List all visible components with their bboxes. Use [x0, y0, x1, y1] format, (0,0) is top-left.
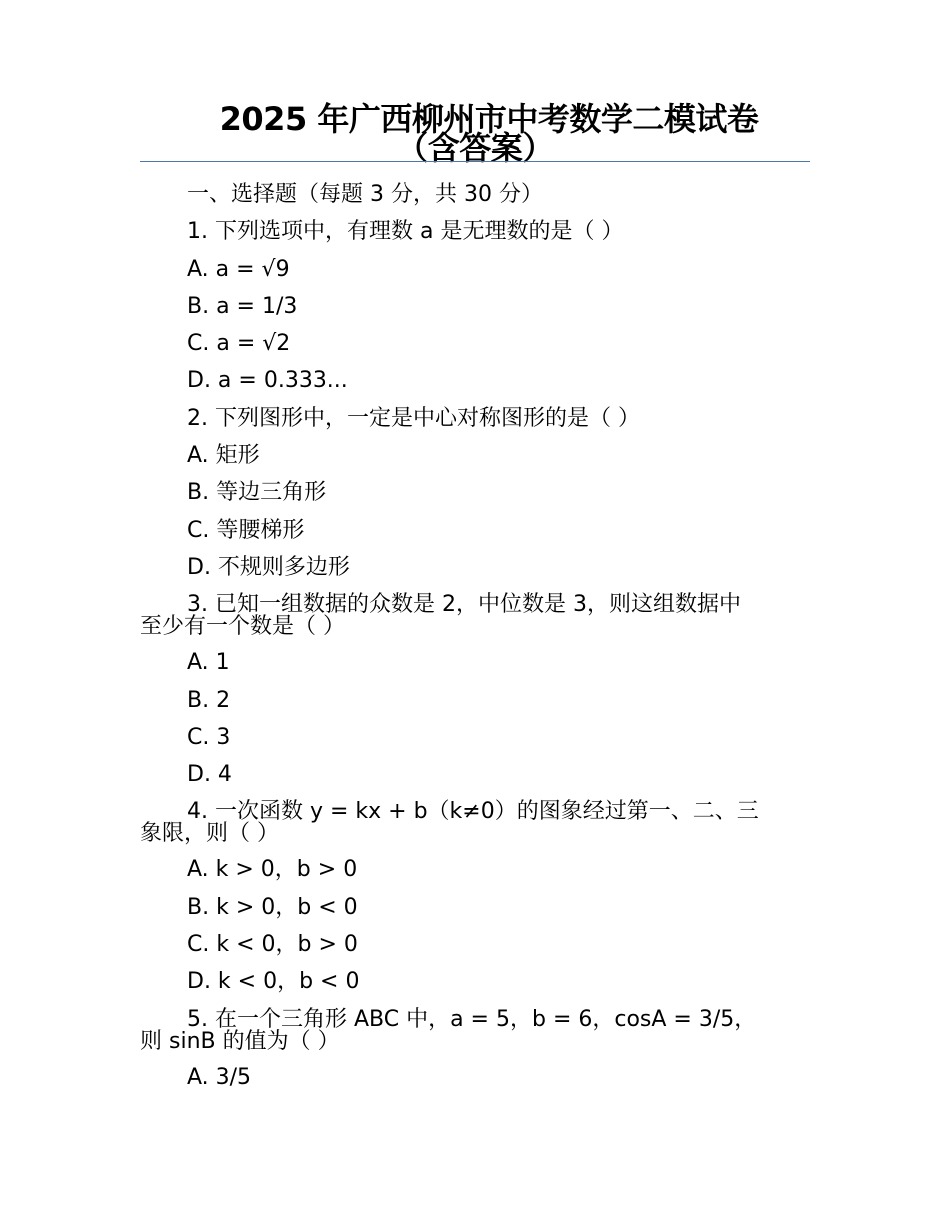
question-1-option-c: C. a = √2 — [187, 331, 291, 357]
question-5-stem — [140, 1001, 810, 1059]
question-1-option-d: D. a = 0.333... — [187, 368, 348, 394]
question-3-stem-line-1: 3. 已知一组数据的众数是 2，中位数是 3，则这组数据中 — [187, 592, 741, 618]
question-2-option-a: A. 矩形 — [187, 443, 260, 469]
question-3-option-c: C. 3 — [187, 724, 231, 750]
question-4-option-b: B. k > 0，b < 0 — [187, 894, 358, 920]
question-4-stem-line-1: 4. 一次函数 y = kx + b（k≠0）的图象经过第一、二、三 — [187, 799, 759, 825]
question-2-stem: 2. 下列图形中，一定是中心对称图形的是（ ） — [187, 405, 640, 431]
question-1-option-b: B. a = 1/3 — [187, 293, 298, 319]
question-4-option-a: A. k > 0，b > 0 — [187, 857, 358, 883]
question-3-option-d: D. 4 — [187, 762, 232, 788]
question-2-option-d: D. 不规则多边形 — [187, 554, 350, 580]
question-5-stem-line-1: 5. 在一个三角形 ABC 中，a = 5，b = 6，cosA = 3/5， — [187, 1006, 757, 1032]
question-1-option-a: A. a = √9 — [187, 256, 290, 282]
title-line-2: （含答案） — [396, 129, 554, 167]
question-1-stem: 1. 下列选项中，有理数 a 是无理数的是（ ） — [187, 219, 624, 245]
question-2-option-c: C. 等腰梯形 — [187, 517, 305, 543]
question-3-stem-line-2: 至少有一个数是（ ） — [140, 614, 345, 640]
question-3-stem — [140, 586, 810, 644]
question-4-stem-line-2: 象限，则（ ） — [140, 821, 279, 847]
question-2-option-b: B. 等边三角形 — [187, 480, 327, 506]
question-4-option-d: D. k < 0，b < 0 — [187, 969, 360, 995]
title-divider — [140, 161, 810, 162]
document-body — [140, 176, 810, 1096]
title-line-1: 2025 年广西柳州市中考数学二模试卷 — [219, 100, 759, 138]
question-5-stem-line-2: 则 sinB 的值为（ ） — [140, 1028, 340, 1054]
question-4-stem — [140, 793, 810, 851]
document-title — [140, 100, 810, 167]
question-4-option-c: C. k < 0，b > 0 — [187, 932, 358, 958]
question-3-option-b: B. 2 — [187, 687, 231, 713]
question-3-option-a: A. 1 — [187, 650, 230, 676]
question-5-option-a: A. 3/5 — [187, 1064, 252, 1090]
section-heading: 一、选择题（每题 3 分，共 30 分） — [187, 182, 543, 207]
